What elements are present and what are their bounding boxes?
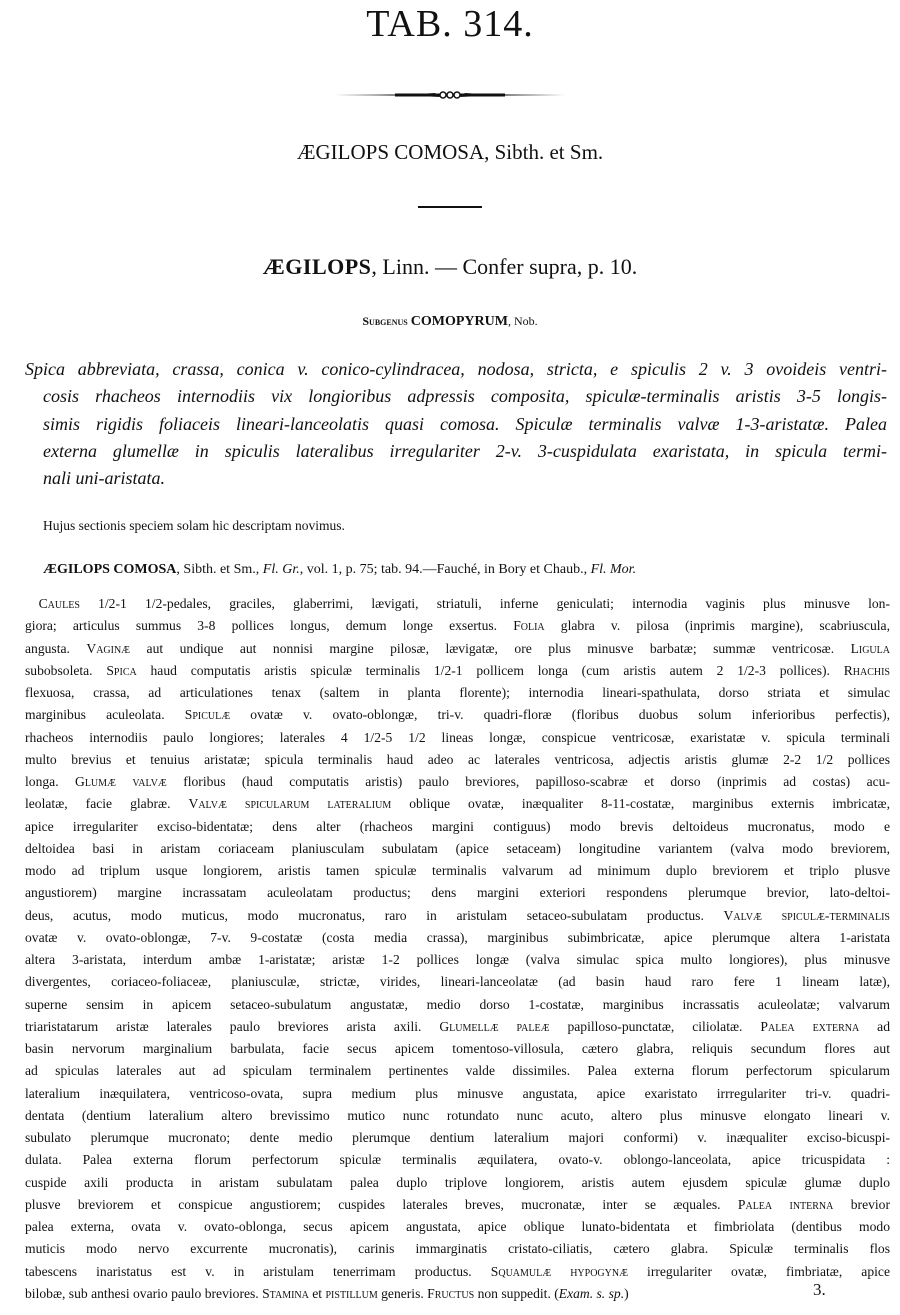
- text-run: , Sibth. et Sm.,: [176, 562, 263, 577]
- text-run: apice irregulariter exciso-bidentatæ; dens alter (rhacheos margini contiguus) modo brevis deltoideus mucronatus, modo e: [25, 818, 890, 834]
- body-line: [25, 1261, 890, 1283]
- ornamental-rule: [335, 88, 565, 102]
- body-line: [25, 971, 890, 993]
- body-line: [25, 727, 890, 749]
- small-caps-term: Rhachis: [843, 662, 890, 678]
- subgenus-heading: [0, 314, 900, 330]
- body-line: [25, 615, 890, 637]
- small-caps-term: Spiculæ: [184, 707, 231, 723]
- text-run: deltoidea basi in aristam coriaceam planiusculam subulatam (apice setaceam) longitudine variantem (valva modo breviorem,: [25, 840, 890, 856]
- diagnosis-line: externa glumellæ in spiculis lateralibus irregulariter 2-v. 3-cuspidulata exaristata, in spicula termi-: [43, 440, 887, 461]
- small-caps-term: Stamina: [262, 1285, 309, 1301]
- small-caps-term: Vaginæ: [86, 640, 131, 656]
- text-run: superne sensim in apicem setaceo-subulatum angustatæ, medio dorso 1-costatæ, marginibus incrassatis aculeolatæ; valvarum: [25, 996, 890, 1012]
- small-caps-term: Palea interna: [737, 1196, 834, 1212]
- text-run: triaristatarum aristæ laterales paulo breviores arista axili.: [25, 1018, 440, 1034]
- text-run: bilobæ, sub anthesi ovario paulo breviores.: [25, 1285, 263, 1301]
- text-run: generis.: [377, 1285, 428, 1301]
- subgenus-author: , Nob.: [507, 314, 538, 328]
- genus-heading: [0, 254, 900, 280]
- small-caps-term: Spica: [106, 662, 137, 678]
- body-line: [25, 1216, 890, 1238]
- text-run: muticis modo nervo excurrente mucronatis), carinis immarginatis cristato-ciliatis, cætero glabra. Spiculæ terminalis flos: [25, 1241, 890, 1257]
- body-line: [25, 1127, 890, 1149]
- text-run: tabescens inaristatus est v. in aristulam tenerrimam productus.: [25, 1263, 491, 1279]
- text-run: dentata (dentium lateralium altero brevissimo mutico nunc rotundato nunc acuto, altero plus minusve elongato lineari v.: [25, 1107, 890, 1123]
- text-run: deus, acutus, modo muticus, modo mucronatus, raro in aristulam setaceo-subulatam productus.: [25, 907, 724, 923]
- body-line: [25, 927, 890, 949]
- body-line: [25, 682, 890, 704]
- text-run: et: [308, 1285, 326, 1301]
- text-run: floribus (haud computatis aristis) paulo breviores, papilloso-scabræ et dorso (inprimis ad costas) acu-: [166, 774, 890, 789]
- small-caps-term: Fructus: [427, 1285, 475, 1301]
- text-run: , vol. 1, p. 75; tab. 94.—Fauché, in Bory et Chaub.,: [299, 562, 591, 577]
- text-run: glabra v. pilosa (inprimis margine), scabriuscula,: [544, 618, 890, 634]
- body-line: [25, 1060, 890, 1082]
- text-run: angustiorem) margine incrassatam aculeolatam productus; dens margini exteriori respondens plerumque brevior, lato-deltoi-: [25, 885, 890, 901]
- small-caps-term: Valvæ spiculæ-terminalis: [723, 907, 890, 923]
- text-run: papilloso-punctatæ, ciliolatæ.: [549, 1018, 761, 1034]
- small-caps-term: Squamulæ hypogynæ: [490, 1263, 628, 1279]
- italic-text: Fl. Mor.: [590, 562, 637, 577]
- subgenus-name: COMOPYRUM: [410, 314, 508, 329]
- text-run: giora; articulus summus 3-8 pollices longus, demum longe exsertus.: [25, 618, 514, 634]
- body-line: [25, 1172, 890, 1194]
- text-run: flexuosa, crassa, ad articulationes tenax (saltem in planta florente); internodia lineari-spathulata, dorso striata et simulac: [25, 685, 890, 700]
- body-line: [25, 1283, 890, 1305]
- text-run: rhacheos internodiis paulo longiores; laterales 4 1/2-5 1/2 lineas longæ, conspicue ventricosæ, exaristatæ v. spicula terminali: [25, 729, 890, 745]
- text-run: ovatæ v. ovato-oblongæ, tri-v. quadri-floræ (floribus duobus solum inferioribus perfectis),: [230, 707, 890, 723]
- species-title: ÆGILOPS COMOSA, Sibth. et Sm.: [296, 140, 604, 164]
- small-caps-term: pistillum: [325, 1285, 378, 1301]
- body-line: [25, 860, 890, 882]
- body-line: [25, 771, 890, 793]
- small-caps-term: Ligula: [850, 640, 890, 656]
- body-line: [25, 593, 890, 615]
- text-run: non suppedit. (: [474, 1285, 559, 1301]
- text-run: subobsoleta.: [25, 662, 107, 678]
- text-run: multo brevius et tenuius aristatæ; spicula terminalis haud adeo ac laterales ventricosa, adjectis aristis glumæ 2-2 1/2 pollices: [25, 751, 890, 767]
- body-line: [25, 905, 890, 927]
- text-run: ad spiculas laterales aut ad spiculam terminalem pertinentes valde dissimiles. Palea externa florum perfectorum spicularum: [25, 1063, 890, 1079]
- text-run: oblique ovatæ, inæqualiter 8-11-costatæ, marginibus externis imbricatæ,: [391, 796, 890, 812]
- body-line: [25, 994, 890, 1016]
- diagnosis-line: cosis rhacheos internodiis vix longioribus adpressis composita, spiculæ-terminalis aristis 3-5 longis-: [43, 386, 887, 407]
- small-caps-term: Palea externa: [760, 1018, 860, 1034]
- text-run: aut undique aut nonnisi margine pilosæ, lævigatæ, ore plus minusve barbatæ; summæ ventricosæ.: [130, 640, 851, 656]
- text-run: marginibus aculeolata.: [25, 707, 185, 723]
- text-run: cuspide axili producta in aristam subulatam palea duplo triplove longiorem, aristis autem ejusdem spiculæ glumæ duplo: [25, 1174, 890, 1190]
- small-caps-term: Caules: [38, 596, 80, 611]
- body-line: [25, 749, 890, 771]
- text-run: palea externa, ovata v. ovato-oblonga, secus apicem angustata, apice oblique lunato-bidentata et fimbriolata (dentibus modo: [25, 1219, 890, 1234]
- signature-mark: 3.: [813, 1280, 826, 1299]
- text-run: ad: [859, 1018, 891, 1034]
- body-line: [25, 1016, 890, 1038]
- genus-reference: , Linn. — Confer supra, p. 10.: [371, 254, 638, 279]
- text-run: ovatæ v. ovato-oblongæ, 7-v. 9-costatæ (costa media crassa), marginibus subimbricatæ, apice plerumque altera 1-aristata: [25, 929, 890, 945]
- diagnosis-paragraph: [25, 356, 887, 492]
- text-run: lateralium inæquilatera, ventricoso-ovata, supra medium plus minusve angustata, apice exaristato irrregulariter tri-v. quadri-: [25, 1085, 890, 1101]
- text-run: altera 3-aristata, interdum ambæ 1-aristatæ; aristæ 1-2 pollices longæ (valva simulac spica multo longiores), plus minusve: [25, 952, 890, 967]
- description-paragraph: [25, 593, 890, 1305]
- diagnosis-line: nali uni-aristata.: [43, 468, 166, 489]
- body-line: [25, 1194, 890, 1216]
- section-note: Hujus sectionis speciem solam hic descriptam novimus.: [43, 518, 345, 533]
- body-line: [25, 1083, 890, 1105]
- body-line: [25, 949, 890, 971]
- text-run: divergentes, coriaceo-foliaceæ, planiusculæ, strictæ, virides, lineari-lanceolatæ (ad basin haud raro fere 1 lineam latæ),: [25, 974, 890, 990]
- subgenus-prefix: Subgenus: [362, 314, 408, 328]
- body-line: [25, 1105, 890, 1127]
- body-line: [25, 638, 890, 660]
- text-run: ): [624, 1285, 629, 1301]
- divider-rule: [418, 206, 482, 208]
- plate-number: TAB. 314.: [366, 3, 534, 45]
- text-run: plusve breviorem et conspicue angustiorem; cuspides laterales breves, mucronatæ, inter se æquales.: [25, 1196, 738, 1212]
- body-line: [25, 1038, 890, 1060]
- text-run: brevior: [833, 1196, 890, 1212]
- body-line: [25, 1149, 890, 1171]
- body-line: [25, 660, 890, 682]
- text-run: leolatæ, facie glabræ.: [25, 796, 189, 812]
- text-run: modo ad triplum usque longiorem, aristis tamen spiculæ terminalis valvarum ad minimum duplo breviorem et triplo plusve: [25, 863, 890, 878]
- text-run: [25, 596, 39, 611]
- genus-name: ÆGILOPS: [262, 254, 372, 279]
- diagnosis-line: simis rigidis foliaceis lineari-lanceolatis quasi comosa. Spiculæ terminalis valvæ 1-3-aristatæ. Palea: [43, 413, 887, 434]
- diagnosis-line: Spica abbreviata, crassa, conica v. conico-cylindracea, nodosa, stricta, e spiculis 2 v. 3 ovoideis ventri-: [25, 359, 887, 379]
- body-line: [25, 882, 890, 904]
- body-line: [25, 838, 890, 860]
- synonymy-line: [43, 562, 636, 578]
- small-caps-term: Glumæ valvæ: [75, 774, 167, 789]
- small-caps-term: Valvæ spicularum lateralium: [188, 796, 392, 812]
- text-run: subulato plerumque mucronato; dente medio plerumque dentium lateralium majori conformi) v. inæqualiter exciso-bicuspi-: [25, 1130, 890, 1145]
- text-run: dulata. Palea externa florum perfectorum spiculæ terminalis æquilatera, ovato-v. oblongo-lanceolata, apice tricuspidata :: [25, 1152, 890, 1168]
- bold-name: ÆGILOPS COMOSA: [43, 562, 177, 577]
- italic-text: Fl. Gr.: [262, 562, 300, 577]
- body-line: [25, 816, 890, 838]
- small-caps-term: Folia: [513, 618, 545, 634]
- body-line: [25, 1238, 890, 1260]
- body-line: [25, 704, 890, 726]
- text-run: haud computatis aristis spiculæ terminalis 1/2-1 pollicem longa (cum aristis autem 2 1/2-3 pollices).: [136, 662, 844, 678]
- text-run: angusta.: [25, 640, 87, 656]
- small-caps-term: Glumellæ paleæ: [439, 1018, 550, 1034]
- text-run: longa.: [25, 774, 75, 789]
- text-run: basin nervorum marginalium barbulata, facie secus apicem tomentoso-villosula, cætero glabra, reliquis secundum flores aut: [25, 1041, 890, 1056]
- text-run: irregulariter ovatæ, fimbriatæ, apice: [627, 1263, 890, 1279]
- body-line: [25, 793, 890, 815]
- italic-text: Exam. s. sp.: [558, 1285, 625, 1301]
- text-run: 1/2-1 1/2-pedales, graciles, glaberrimi, lævigati, striatuli, inferne geniculati; internodia vaginis plus minusve lon-: [79, 596, 890, 611]
